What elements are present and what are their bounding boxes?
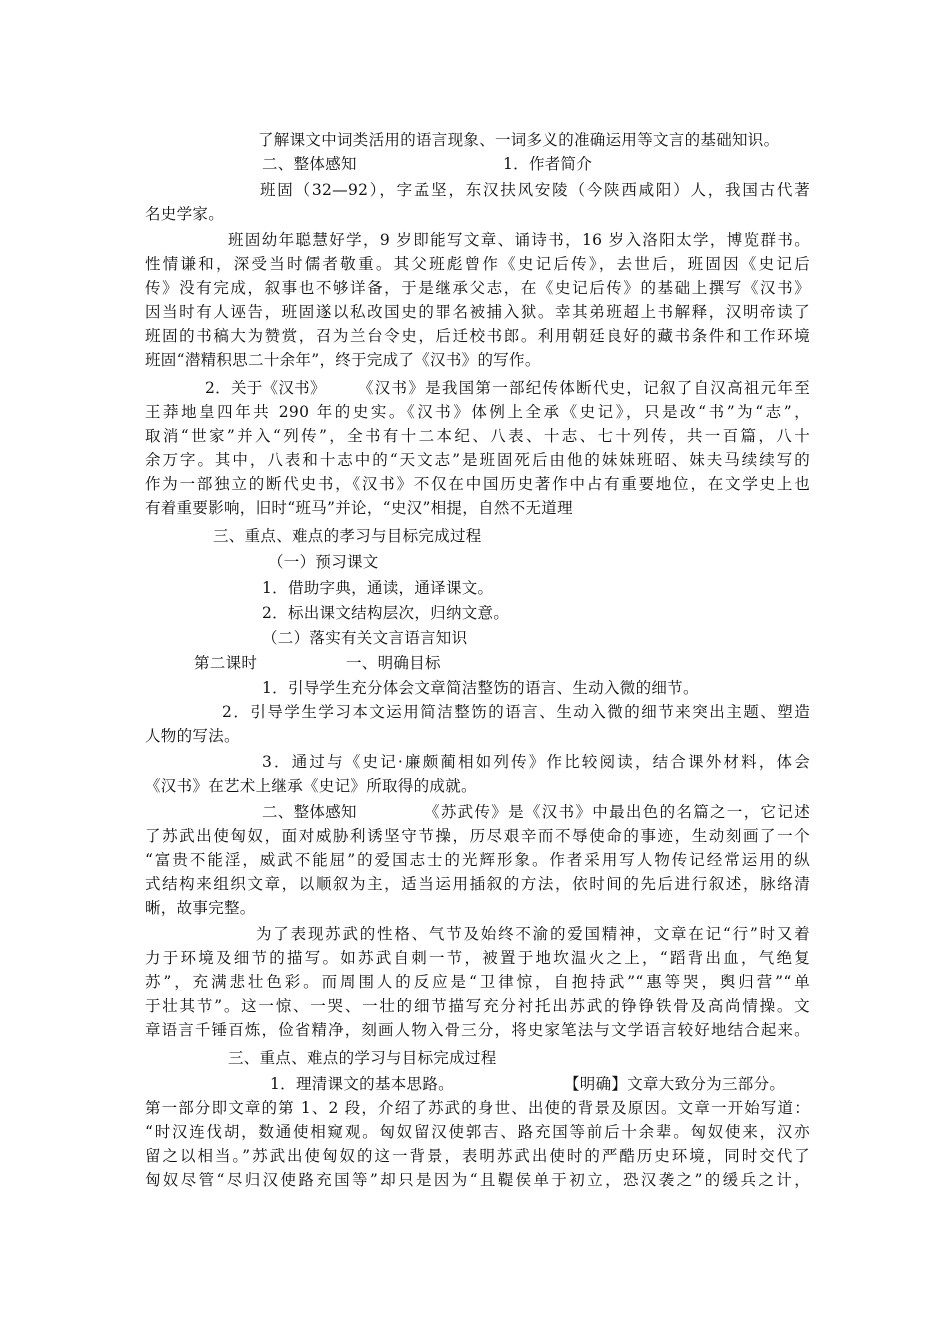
text-line: 《汉书》在艺术上继承《史记》所取得的成就。 — [145, 777, 477, 795]
text-line: 匈奴尽管“尽归汉使路充国等”却只是因为“且鞮侯单于初立，恐汉袭之”的缓兵之计， — [145, 1171, 810, 1189]
section-heading: 二、整体感知 — [262, 803, 357, 821]
text-line: 2．标出课文结构层次，归纳文意。 — [262, 604, 510, 622]
text-line: 留之以相当。”苏武出使匈奴的这一背景，表明苏武出使时的严酷历史环境，同时交代了 — [145, 1147, 810, 1165]
text-line: 名史学家。 — [145, 205, 225, 223]
text-line: 了解课文中词类活用的语言现象、一词多义的准确运用等文言的基础知识。 — [258, 131, 780, 149]
section-heading: 二、整体感知 — [262, 155, 357, 173]
text-line: 性情谦和，深受当时儒者敬重。其父班彪曾作《史记后传》，去世后，班固因《史记后 — [145, 255, 810, 273]
text-line: 式结构来组织文章，以顺叙为主，适当运用插叙的方法，依时间的先后进行叙述，脉络清 — [145, 875, 810, 893]
text-line: 因当时有人诬告，班固遂以私改国史的罪名被捕入狱。幸其弟班超上书解释，汉明帝读了 — [145, 303, 810, 321]
text-line: 【明确】文章大致分为三部分。 — [564, 1075, 786, 1093]
text-line: 班固（32—92），字孟坚，东汉扶风安陵（今陕西咸阳）人，我国古代著 — [260, 181, 810, 199]
text-line: 人物的写法。 — [145, 727, 240, 745]
text-line: 1．引导学生充分体会文章简洁整饬的语言、生动入微的细节。 — [262, 679, 699, 697]
text-line: 章语言千锤百炼，俭省精净，刻画人物入骨三分，将史家笔法与文学语言较好地结合起来。 — [145, 1021, 810, 1039]
subsection-heading: 2．关于《汉书》 — [205, 379, 326, 397]
text-line: 取消“世家”并入“列传”，全书有十二本纪、八表、十志、七十列传，共一百篇，八十 — [145, 427, 810, 445]
text-line: 3．通过与《史记·廉颇蔺相如列传》作比较阅读，结合课外材料，体会 — [262, 753, 810, 771]
text-line: 第一部分即文章的第 1、2 段，介绍了苏武的身世、出使的背景及原因。文章一开始写道： — [145, 1099, 810, 1117]
text-line: 王莽地皇四年共 290 年的史实。《汉书》体例上全承《史记》，只是改“书”为“志”， — [145, 403, 810, 421]
text-line: “时汉连伐胡，数通使相窥观。匈奴留汉使郭吉、路充国等前后十余辈。匈奴使来，汉亦 — [145, 1123, 810, 1141]
text-line: 班固的书稿大为赞赏，召为兰台令史，后迁校书郎。利用朝廷良好的藏书条件和工作环境 — [145, 327, 810, 345]
text-line: 《汉书》是我国第一部纪传体断代史，记叙了自汉高祖元年至 — [358, 379, 810, 397]
section-heading: 一、明确目标 — [346, 654, 441, 672]
text-line: 传》没有完成，叙事也不够详备，于是继承父志，在《史记后传》的基础上撰写《汉书》 — [145, 279, 810, 297]
text-line: 班固幼年聪慧好学，9 岁即能写文章、诵诗书，16 岁入洛阳太学，博览群书。 — [228, 231, 810, 249]
text-line: 1．理清课文的基本思路。 — [270, 1075, 454, 1093]
text-line: 苏”，充满悲壮色彩。而周围人的反应是“卫律惊，自抱持武”“惠等哭，舆归营”“单 — [145, 973, 810, 991]
text-line: 作为一部独立的断代史书，《汉书》不仅在中国历史著作中占有重要地位，在文学史上也 — [145, 475, 810, 493]
text-line: 于壮其节”。这一惊、一哭、一壮的细节描写充分衬托出苏武的铮铮铁骨及高尚情操。文 — [145, 997, 810, 1015]
text-line: 1．借助字典，通读，通译课文。 — [262, 579, 494, 597]
text-line: 力于环境及细节的描写。如苏武自刺一节，被置于地坎温火之上，“蹈背出血，气绝复 — [145, 949, 810, 967]
lesson-heading: 第二课时 — [194, 654, 258, 672]
text-line: 余万字。其中，八表和十志中的“天文志”是班固死后由他的妹妹班昭、妹夫马续续写的 — [145, 451, 810, 469]
text-line: 2．引导学生学习本文运用简洁整饬的语言、生动入微的细节来突出主题、塑造 — [222, 703, 810, 721]
text-line: 了苏武出使匈奴，面对威胁利诱坚守节操，历尽艰辛而不辱使命的事迹，生动刻画了一个 — [145, 827, 810, 845]
text-line: 有着重要影响，旧时“班马”并论，“史汉”相提，自然不无道理 — [145, 499, 573, 517]
subsection-heading: （二）落实有关文言语言知识 — [262, 629, 468, 647]
section-heading: 三、重点、难点的孝习与目标完成过程 — [213, 527, 482, 545]
text-line: 《苏武传》是《汉书》中最出色的名篇之一，它记述 — [424, 803, 810, 821]
section-heading: 三、重点、难点的学习与目标完成过程 — [228, 1049, 497, 1067]
text-line: 为了表现苏武的性格、气节及始终不渝的爱国精神，文章在记“行”时又着 — [256, 925, 810, 943]
text-line: 班固“潜精积思二十余年”，终于完成了《汉书》的写作。 — [145, 351, 541, 369]
subsection-heading: （一）预习课文 — [268, 553, 379, 571]
subsection-heading: 1．作者简介 — [503, 155, 593, 173]
text-line: 晰，故事完整。 — [145, 899, 256, 917]
text-line: “富贵不能淫，威武不能屈”的爱国志士的光辉形象。作者采用写人物传记经常运用的纵 — [145, 851, 810, 869]
